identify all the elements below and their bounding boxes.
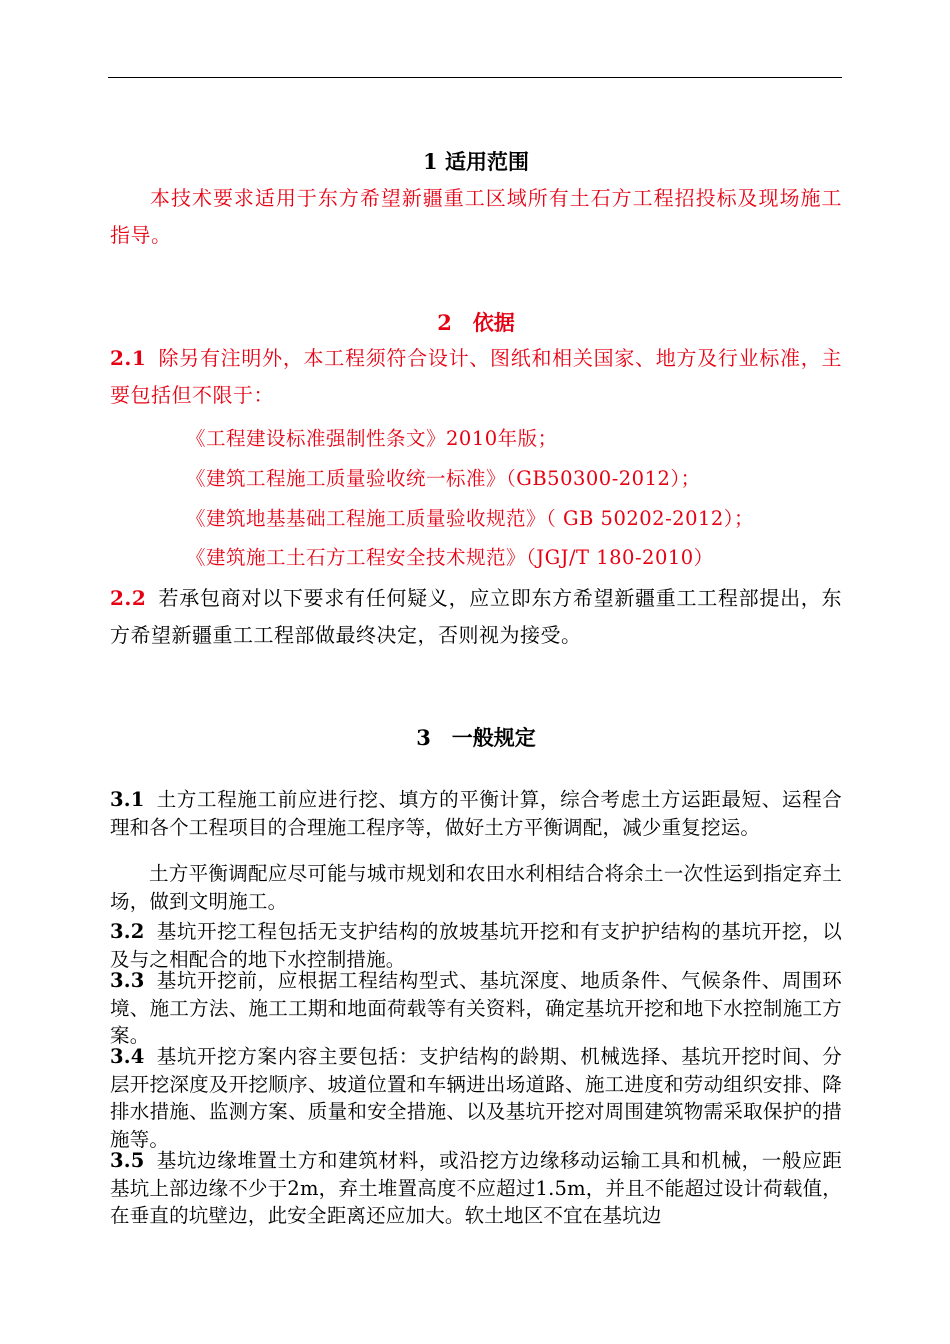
clause-number: 3.1 [110, 788, 145, 811]
clause-text: 基坑边缘堆置土方和建筑材料，或沿挖方边缘移动运输工具和机械，一般应距基坑上部边缘不少于2m，弃土堆置高度不应超过1.5m，并且不能超过设计荷载值，在垂直的坑壁边，此安全距离还应加大。软土地区不宜在基坑边 [110, 1149, 842, 1227]
clause-3-4 [110, 1043, 842, 1153]
reference-item: 《工程建设标准强制性条文》2010年版； [186, 427, 558, 450]
section-1-heading: 1 适用范围 [423, 149, 529, 174]
clause-number: 2.2 [110, 586, 147, 610]
clause-number: 2.1 [110, 346, 147, 370]
reference-item: 《建筑地基基础工程施工质量验收规范》（ GB 50202-2012）； [186, 507, 755, 530]
section-3-heading: 3 一般规定 [416, 725, 536, 750]
clause-text: 除另有注明外，本工程须符合设计、图纸和相关国家、地方及行业标准，主要包括但不限于： [110, 346, 842, 407]
reference-item: 《建筑工程施工质量验收统一标准》（GB50300-2012）； [186, 467, 701, 490]
clause-number: 3.5 [110, 1149, 145, 1172]
clause-3-1 [110, 786, 842, 841]
clause-text: 若承包商对以下要求有任何疑义，应立即东方希望新疆重工工程部提出，东方希望新疆重工工程部做最终决定，否则视为接受。 [110, 586, 842, 647]
clause-number: 3.4 [110, 1045, 145, 1068]
clause-2-1 [110, 340, 842, 414]
clause-3-5 [110, 1147, 842, 1230]
clause-3-1-paragraph-2: 土方平衡调配应尽可能与城市规划和农田水利相结合将余土一次性运到指定弃土场，做到文明施工。 [110, 862, 842, 913]
clause-3-2 [110, 918, 842, 973]
clause-number: 3.2 [110, 920, 145, 943]
clause-text: 基坑开挖方案内容主要包括：支护结构的龄期、机械选择、基坑开挖时间、分层开挖深度及开挖顺序、坡道位置和车辆进出场道路、施工进度和劳动组织安排、降排水措施、监测方案、质量和安全措施、以及基坑开挖对周围建筑物需采取保护的措施等。 [110, 1045, 842, 1151]
clause-text: 基坑开挖前，应根据工程结构型式、基坑深度、地质条件、气候条件、周围环境、施工方法、施工工期和地面荷载等有关资料，确定基坑开挖和地下水控制施工方案。 [110, 969, 842, 1047]
clause-2-2 [110, 580, 842, 654]
clause-text: 土方工程施工前应进行挖、填方的平衡计算，综合考虑土方运距最短、运程合理和各个工程项目的合理施工程序等，做好土方平衡调配，减少重复挖运。 [110, 788, 842, 839]
clause-number: 3.3 [110, 969, 145, 992]
clause-3-3 [110, 967, 842, 1050]
section-1-text: 本技术要求适用于东方希望新疆重工区域所有土石方工程招投标及现场施工指导。 [110, 186, 842, 247]
reference-item: 《建筑施工土石方工程安全技术规范》（JGJ/T 180-2010） [186, 546, 714, 569]
clause-text: 基坑开挖工程包括无支护结构的放坡基坑开挖和有支护护结构的基坑开挖，以及与之相配合的地下水控制措施。 [110, 920, 842, 971]
header-rule [108, 77, 842, 78]
section-2-heading: 2 依据 [437, 310, 515, 335]
